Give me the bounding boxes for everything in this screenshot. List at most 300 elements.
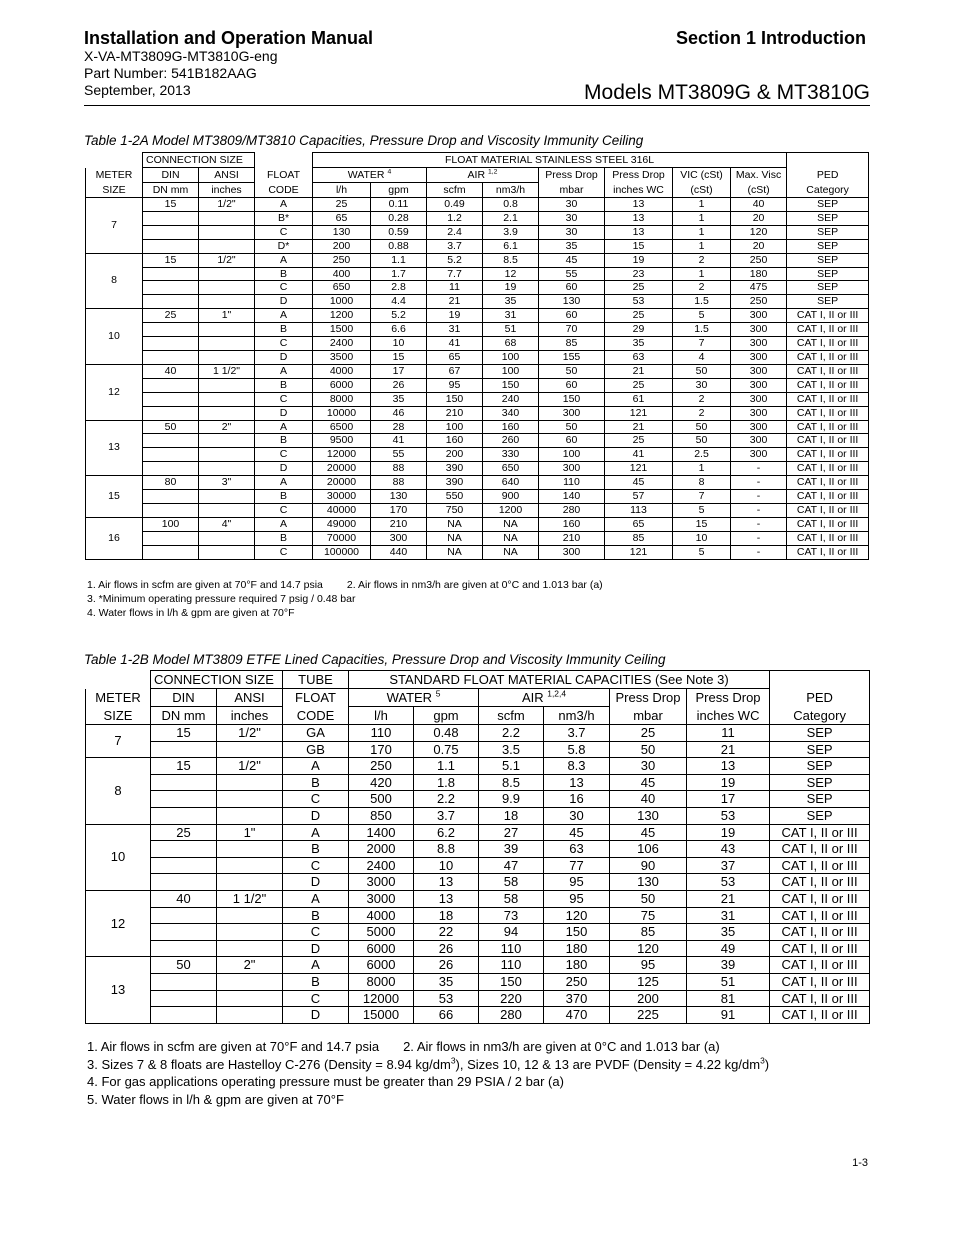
water-lh: 5000 bbox=[349, 924, 414, 941]
air-nm3h: 330 bbox=[483, 448, 539, 462]
water-lh: 8000 bbox=[349, 973, 414, 990]
header-float: FLOAT bbox=[283, 689, 349, 707]
press-drop-inches-wc: 57 bbox=[605, 490, 673, 504]
vic-cst: 15 bbox=[673, 517, 731, 531]
float-code: B bbox=[255, 490, 313, 504]
header-nm3h: nm3/h bbox=[483, 183, 539, 198]
float-code: D bbox=[283, 807, 349, 824]
air-scfm: 8.5 bbox=[479, 774, 544, 791]
table-row bbox=[86, 476, 869, 490]
table-row bbox=[86, 890, 870, 907]
meter-size: 12 bbox=[86, 890, 151, 956]
air-scfm: 750 bbox=[427, 503, 483, 517]
float-code: C bbox=[255, 448, 313, 462]
air-scfm: 11 bbox=[427, 281, 483, 295]
din-mm bbox=[143, 448, 199, 462]
press-drop-inches-wc: 21 bbox=[687, 741, 770, 758]
float-code: B bbox=[255, 378, 313, 392]
press-drop-inches-wc: 23 bbox=[605, 267, 673, 281]
table-row bbox=[86, 211, 869, 225]
press-drop-mbar: 160 bbox=[539, 517, 605, 531]
header-code: CODE bbox=[255, 183, 313, 198]
meter-size: 16 bbox=[86, 517, 143, 559]
ansi-inches: 1 1/2" bbox=[199, 364, 255, 378]
header-water: WATER $^4$ bbox=[313, 168, 427, 183]
note-row bbox=[87, 578, 603, 592]
header-inches-wc: inches WC bbox=[687, 707, 770, 725]
air-nm3h: 30 bbox=[544, 807, 610, 824]
ansi-inches bbox=[199, 323, 255, 337]
water-lh: 6000 bbox=[313, 378, 371, 392]
header-max-visc-cst: (cSt) bbox=[731, 183, 787, 198]
meter-size: 13 bbox=[86, 957, 151, 1023]
vic-cst: 2 bbox=[673, 253, 731, 267]
max-visc-cst: 300 bbox=[731, 323, 787, 337]
max-visc-cst: - bbox=[731, 545, 787, 559]
ped-category: CAT I, II or III bbox=[770, 1007, 870, 1024]
vic-cst: 1.5 bbox=[673, 323, 731, 337]
header-vic-cst: (cSt) bbox=[673, 183, 731, 198]
water-gpm: 35 bbox=[414, 973, 479, 990]
ped-category: CAT I, II or III bbox=[770, 874, 870, 891]
ansi-inches: 1/2" bbox=[199, 198, 255, 212]
din-mm bbox=[151, 841, 217, 858]
note-4: 4. Water flows in l/h & gpm are given at 70°F bbox=[87, 607, 295, 619]
ped-category: CAT I, II or III bbox=[787, 448, 869, 462]
press-drop-mbar: 75 bbox=[610, 907, 687, 924]
ped-category: CAT I, II or III bbox=[770, 890, 870, 907]
water-gpm: 0.28 bbox=[371, 211, 427, 225]
header-size: SIZE bbox=[86, 183, 143, 198]
din-mm bbox=[143, 267, 199, 281]
capacity-table-b bbox=[85, 670, 870, 1024]
din-mm: 15 bbox=[143, 198, 199, 212]
section-title: Section 1 Introduction bbox=[675, 28, 866, 48]
water-lh: 200 bbox=[313, 239, 371, 253]
ped-category: CAT I, II or III bbox=[787, 420, 869, 434]
float-code: C bbox=[283, 924, 349, 941]
ped-category: SEP bbox=[770, 807, 870, 824]
table-row bbox=[86, 309, 869, 323]
vic-cst: 1 bbox=[673, 462, 731, 476]
water-lh: 650 bbox=[313, 281, 371, 295]
din-mm bbox=[143, 434, 199, 448]
ped-category: SEP bbox=[787, 267, 869, 281]
ped-category: CAT I, II or III bbox=[787, 545, 869, 559]
table-row bbox=[86, 940, 870, 957]
water-gpm: 55 bbox=[371, 448, 427, 462]
max-visc-cst: 300 bbox=[731, 337, 787, 351]
table-a-notes bbox=[87, 578, 603, 620]
ansi-inches bbox=[199, 392, 255, 406]
press-drop-inches-wc: 91 bbox=[687, 1007, 770, 1024]
table-row bbox=[86, 517, 869, 531]
din-mm bbox=[143, 545, 199, 559]
din-mm bbox=[151, 741, 217, 758]
press-drop-inches-wc: 121 bbox=[605, 462, 673, 476]
water-gpm: 5.2 bbox=[371, 309, 427, 323]
header-lh: l/h bbox=[349, 707, 414, 725]
water-gpm: 2.8 bbox=[371, 281, 427, 295]
press-drop-mbar: 90 bbox=[610, 857, 687, 874]
din-mm bbox=[151, 807, 217, 824]
water-lh: 1500 bbox=[313, 323, 371, 337]
press-drop-mbar: 50 bbox=[539, 364, 605, 378]
ansi-inches bbox=[217, 874, 283, 891]
press-drop-inches-wc: 13 bbox=[687, 758, 770, 775]
float-code: B bbox=[283, 774, 349, 791]
vic-cst: 5 bbox=[673, 503, 731, 517]
air-scfm: 31 bbox=[427, 323, 483, 337]
table-row bbox=[86, 281, 869, 295]
ansi-inches: 2" bbox=[199, 420, 255, 434]
meter-size: 15 bbox=[86, 476, 143, 518]
din-mm bbox=[143, 503, 199, 517]
air-scfm: 41 bbox=[427, 337, 483, 351]
header-vic: VIC (cSt) bbox=[673, 168, 731, 183]
ansi-inches bbox=[217, 791, 283, 808]
float-code: A bbox=[255, 517, 313, 531]
air-scfm: 5.2 bbox=[427, 253, 483, 267]
water-gpm: 10 bbox=[371, 337, 427, 351]
ped-category: CAT I, II or III bbox=[770, 907, 870, 924]
header-nm3h: nm3/h bbox=[544, 707, 610, 725]
ped-category: CAT I, II or III bbox=[770, 957, 870, 974]
press-drop-mbar: 85 bbox=[610, 924, 687, 941]
press-drop-inches-wc: 25 bbox=[605, 378, 673, 392]
air-nm3h: 260 bbox=[483, 434, 539, 448]
press-drop-mbar: 30 bbox=[539, 211, 605, 225]
header-mbar: mbar bbox=[539, 183, 605, 198]
water-gpm: 440 bbox=[371, 545, 427, 559]
table-row bbox=[86, 239, 869, 253]
water-lh: 4000 bbox=[349, 907, 414, 924]
table-row bbox=[86, 503, 869, 517]
meter-size: 8 bbox=[86, 253, 143, 309]
max-visc-cst: 40 bbox=[731, 198, 787, 212]
press-drop-inches-wc: 43 bbox=[687, 841, 770, 858]
table-row bbox=[86, 774, 870, 791]
air-nm3h: 45 bbox=[544, 824, 610, 841]
water-lh: 10000 bbox=[313, 406, 371, 420]
vic-cst: 2 bbox=[673, 281, 731, 295]
float-code: B bbox=[255, 531, 313, 545]
press-drop-inches-wc: 45 bbox=[605, 476, 673, 490]
table-row bbox=[86, 406, 869, 420]
header-press-drop-mbar: Press Drop bbox=[539, 168, 605, 183]
water-gpm: 210 bbox=[371, 517, 427, 531]
water-gpm: 10 bbox=[414, 857, 479, 874]
din-mm bbox=[143, 239, 199, 253]
din-mm bbox=[151, 973, 217, 990]
ansi-inches bbox=[199, 378, 255, 392]
note-row bbox=[87, 1038, 769, 1056]
air-nm3h: 95 bbox=[544, 874, 610, 891]
press-drop-inches-wc: 63 bbox=[605, 350, 673, 364]
air-scfm: 390 bbox=[427, 462, 483, 476]
din-mm bbox=[143, 406, 199, 420]
ped-category: SEP bbox=[787, 211, 869, 225]
ped-category: CAT I, II or III bbox=[770, 924, 870, 941]
table-row bbox=[86, 434, 869, 448]
water-lh: 49000 bbox=[313, 517, 371, 531]
table-row bbox=[86, 323, 869, 337]
vic-cst: 50 bbox=[673, 420, 731, 434]
max-visc-cst: 300 bbox=[731, 378, 787, 392]
header-float-material: STANDARD FLOAT MATERIAL CAPACITIES (See Note 3) bbox=[349, 671, 770, 689]
water-gpm: 15 bbox=[371, 350, 427, 364]
press-drop-mbar: 50 bbox=[539, 420, 605, 434]
water-gpm: 88 bbox=[371, 476, 427, 490]
header-connection-size: CONNECTION SIZE bbox=[151, 671, 283, 689]
publish-date: September, 2013 bbox=[84, 82, 191, 98]
table-row bbox=[86, 392, 869, 406]
water-lh: 8000 bbox=[313, 392, 371, 406]
vic-cst: 4 bbox=[673, 350, 731, 364]
press-drop-inches-wc: 13 bbox=[605, 225, 673, 239]
press-drop-mbar: 35 bbox=[539, 239, 605, 253]
float-code: A bbox=[283, 957, 349, 974]
water-gpm: 46 bbox=[371, 406, 427, 420]
din-mm: 25 bbox=[151, 824, 217, 841]
water-lh: 420 bbox=[349, 774, 414, 791]
models-title: Models MT3809G & MT3810G bbox=[584, 81, 870, 104]
water-gpm: 0.88 bbox=[371, 239, 427, 253]
ped-category: CAT I, II or III bbox=[770, 824, 870, 841]
header-rule bbox=[84, 105, 870, 106]
water-lh: 20000 bbox=[313, 476, 371, 490]
din-mm bbox=[151, 907, 217, 924]
ansi-inches bbox=[199, 406, 255, 420]
vic-cst: 50 bbox=[673, 434, 731, 448]
press-drop-mbar: 50 bbox=[610, 890, 687, 907]
table-row bbox=[86, 741, 870, 758]
din-mm: 50 bbox=[151, 957, 217, 974]
float-code: GB bbox=[283, 741, 349, 758]
float-code: D bbox=[255, 406, 313, 420]
water-lh: 3500 bbox=[313, 350, 371, 364]
water-lh: 12000 bbox=[313, 448, 371, 462]
air-scfm: NA bbox=[427, 517, 483, 531]
header-float-material: FLOAT MATERIAL STAINLESS STEEL 316L bbox=[313, 153, 787, 168]
din-mm: 25 bbox=[143, 309, 199, 323]
press-drop-mbar: 150 bbox=[539, 392, 605, 406]
din-mm bbox=[143, 392, 199, 406]
water-gpm: 41 bbox=[371, 434, 427, 448]
header-dn-mm: DN mm bbox=[151, 707, 217, 725]
air-scfm: 200 bbox=[427, 448, 483, 462]
ped-category: CAT I, II or III bbox=[787, 406, 869, 420]
ped-category: CAT I, II or III bbox=[787, 309, 869, 323]
press-drop-mbar: 300 bbox=[539, 545, 605, 559]
ansi-inches bbox=[199, 295, 255, 309]
float-code: B bbox=[255, 323, 313, 337]
air-nm3h: 150 bbox=[544, 924, 610, 941]
ped-category: CAT I, II or III bbox=[787, 392, 869, 406]
water-lh: 12000 bbox=[349, 990, 414, 1007]
air-scfm: 3.5 bbox=[479, 741, 544, 758]
table-b-header-row-1 bbox=[86, 671, 870, 689]
vic-cst: 1 bbox=[673, 267, 731, 281]
ped-category: CAT I, II or III bbox=[770, 973, 870, 990]
air-scfm: 110 bbox=[479, 957, 544, 974]
air-scfm: 280 bbox=[479, 1007, 544, 1024]
float-code: A bbox=[255, 420, 313, 434]
header-ped: PED bbox=[787, 168, 869, 183]
din-mm bbox=[151, 791, 217, 808]
air-nm3h: 100 bbox=[483, 350, 539, 364]
air-nm3h: 8.3 bbox=[544, 758, 610, 775]
water-gpm: 0.59 bbox=[371, 225, 427, 239]
air-nm3h: 5.8 bbox=[544, 741, 610, 758]
header-tube: TUBE bbox=[283, 671, 349, 689]
ped-category: CAT I, II or III bbox=[787, 350, 869, 364]
air-nm3h: 0.8 bbox=[483, 198, 539, 212]
table-b-notes bbox=[87, 1038, 769, 1108]
air-nm3h: 2.1 bbox=[483, 211, 539, 225]
float-code: C bbox=[255, 225, 313, 239]
water-gpm: 26 bbox=[371, 378, 427, 392]
water-lh: 2000 bbox=[349, 841, 414, 858]
meter-size: 13 bbox=[86, 420, 143, 476]
ansi-inches bbox=[199, 545, 255, 559]
air-scfm: 390 bbox=[427, 476, 483, 490]
ansi-inches bbox=[199, 211, 255, 225]
press-drop-mbar: 60 bbox=[539, 378, 605, 392]
water-gpm: 1.1 bbox=[371, 253, 427, 267]
max-visc-cst: 250 bbox=[731, 295, 787, 309]
water-lh: 110 bbox=[349, 725, 414, 742]
air-scfm: 21 bbox=[427, 295, 483, 309]
float-code: C bbox=[255, 281, 313, 295]
table-row bbox=[86, 378, 869, 392]
ped-category: CAT I, II or III bbox=[787, 503, 869, 517]
note-2: 2. Air flows in nm3/h are given at 0°C and 1.013 bar (a) bbox=[403, 1039, 720, 1054]
table-row bbox=[86, 1007, 870, 1024]
air-scfm: 67 bbox=[427, 364, 483, 378]
water-lh: 250 bbox=[313, 253, 371, 267]
meter-size: 12 bbox=[86, 364, 143, 420]
ped-category: SEP bbox=[787, 253, 869, 267]
doc-code: X-VA-MT3809G-MT3810G-eng bbox=[84, 48, 278, 64]
float-code: C bbox=[255, 337, 313, 351]
water-gpm: 35 bbox=[371, 392, 427, 406]
header-scfm: scfm bbox=[479, 707, 544, 725]
vic-cst: 5 bbox=[673, 309, 731, 323]
water-gpm: 1.8 bbox=[414, 774, 479, 791]
water-gpm: 0.48 bbox=[414, 725, 479, 742]
header-meter: METER bbox=[86, 689, 151, 707]
press-drop-inches-wc: 11 bbox=[687, 725, 770, 742]
water-gpm: 4.4 bbox=[371, 295, 427, 309]
table-row bbox=[86, 874, 870, 891]
press-drop-mbar: 125 bbox=[610, 973, 687, 990]
din-mm bbox=[143, 225, 199, 239]
table-row bbox=[86, 807, 870, 824]
note-1: 1. Air flows in scfm are given at 70°F and 14.7 psia bbox=[87, 579, 323, 591]
max-visc-cst: 20 bbox=[731, 239, 787, 253]
water-lh: 9500 bbox=[313, 434, 371, 448]
press-drop-mbar: 85 bbox=[539, 337, 605, 351]
float-code: D bbox=[255, 295, 313, 309]
water-gpm: 2.2 bbox=[414, 791, 479, 808]
water-lh: 3000 bbox=[349, 874, 414, 891]
float-code: D* bbox=[255, 239, 313, 253]
air-scfm: 1.2 bbox=[427, 211, 483, 225]
ansi-inches bbox=[199, 434, 255, 448]
air-nm3h: 51 bbox=[483, 323, 539, 337]
din-mm bbox=[143, 323, 199, 337]
float-code: B bbox=[255, 267, 313, 281]
ansi-inches bbox=[217, 990, 283, 1007]
air-nm3h: 3.9 bbox=[483, 225, 539, 239]
ped-category: CAT I, II or III bbox=[787, 364, 869, 378]
header-left bbox=[84, 28, 373, 99]
table-row bbox=[86, 267, 869, 281]
ped-category: SEP bbox=[770, 774, 870, 791]
air-scfm: 27 bbox=[479, 824, 544, 841]
header-inches-wc: inches WC bbox=[605, 183, 673, 198]
press-drop-mbar: 100 bbox=[539, 448, 605, 462]
header-inches: inches bbox=[217, 707, 283, 725]
press-drop-mbar: 30 bbox=[610, 758, 687, 775]
air-nm3h: 95 bbox=[544, 890, 610, 907]
table-row bbox=[86, 990, 870, 1007]
press-drop-inches-wc: 25 bbox=[605, 309, 673, 323]
ped-category: CAT I, II or III bbox=[770, 990, 870, 1007]
press-drop-mbar: 30 bbox=[539, 198, 605, 212]
press-drop-inches-wc: 35 bbox=[687, 924, 770, 941]
ped-category: CAT I, II or III bbox=[787, 378, 869, 392]
vic-cst: 1 bbox=[673, 211, 731, 225]
water-gpm: 1.7 bbox=[371, 267, 427, 281]
air-scfm: 95 bbox=[427, 378, 483, 392]
air-scfm: NA bbox=[427, 531, 483, 545]
water-gpm: 26 bbox=[414, 957, 479, 974]
din-mm: 80 bbox=[143, 476, 199, 490]
press-drop-inches-wc: 85 bbox=[605, 531, 673, 545]
din-mm bbox=[151, 874, 217, 891]
press-drop-inches-wc: 53 bbox=[687, 807, 770, 824]
air-scfm: NA bbox=[427, 545, 483, 559]
table-row bbox=[86, 957, 870, 974]
press-drop-mbar: 70 bbox=[539, 323, 605, 337]
ansi-inches: 3" bbox=[199, 476, 255, 490]
air-scfm: 0.49 bbox=[427, 198, 483, 212]
press-drop-mbar: 155 bbox=[539, 350, 605, 364]
air-nm3h: 180 bbox=[544, 957, 610, 974]
table-row bbox=[86, 448, 869, 462]
press-drop-inches-wc: 35 bbox=[605, 337, 673, 351]
note-2: 2. Air flows in nm3/h are given at 0°C and 1.013 bar (a) bbox=[346, 579, 603, 591]
meter-size: 7 bbox=[86, 198, 143, 254]
air-nm3h: 1200 bbox=[483, 503, 539, 517]
din-mm bbox=[151, 774, 217, 791]
max-visc-cst: 300 bbox=[731, 309, 787, 323]
max-visc-cst: 20 bbox=[731, 211, 787, 225]
water-lh: 4000 bbox=[313, 364, 371, 378]
press-drop-mbar: 60 bbox=[539, 281, 605, 295]
float-code: A bbox=[255, 198, 313, 212]
press-drop-mbar: 130 bbox=[610, 874, 687, 891]
press-drop-inches-wc: 29 bbox=[605, 323, 673, 337]
press-drop-mbar: 40 bbox=[610, 791, 687, 808]
vic-cst: 30 bbox=[673, 378, 731, 392]
press-drop-inches-wc: 65 bbox=[605, 517, 673, 531]
water-lh: 100000 bbox=[313, 545, 371, 559]
float-code: D bbox=[283, 1007, 349, 1024]
air-nm3h: 470 bbox=[544, 1007, 610, 1024]
